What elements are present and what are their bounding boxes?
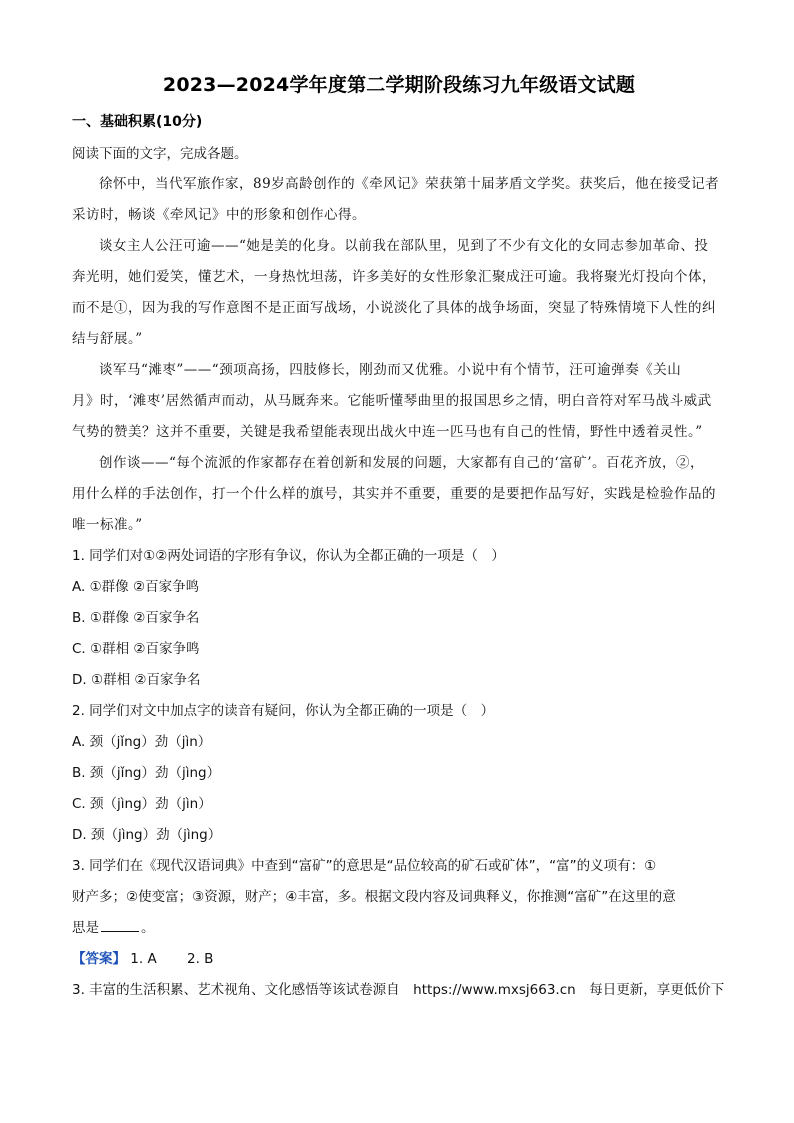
option-b[interactable]: B. 颈（jǐng）劲（jìng） [72, 765, 221, 781]
stem-end-text: 思是 [72, 920, 99, 936]
passage-paragraph-1 [72, 169, 726, 231]
passage-line: 创作谈——“每个流派的作家都存在着创新和发展的问题，大家都有自己的‘富矿’。百花齐放，②， [99, 455, 704, 471]
passage-line: 谈军马“滩枣”——“颈项高扬，四肢修长，刚劲而又优雅。小说中有个情节，汪可逾弹奏《关山 [99, 362, 682, 378]
passage-line: 月》时，‘滩枣’居然循声而动，从马厩奔来。它能听懂琴曲里的报国思乡之情，明白音符对军马战斗威武 [72, 393, 712, 409]
question-3 [72, 851, 726, 944]
passage-line: 徐怀中，当代军旅作家，89岁高龄创作的《牵风记》荣获第十届茅盾文学奖。获奖后，他在接受记者 [99, 176, 720, 192]
question-stem: 1. 同学们对①②两处词语的字形有争议，你认为全都正确的一项是（ ） [72, 548, 505, 564]
answer-item: 2. B [187, 951, 214, 967]
option-d[interactable]: D. ①群相 ②百家争名 [72, 672, 201, 688]
answer-item: 1. A [130, 951, 157, 967]
answer-row [72, 944, 726, 975]
passage-line: 用什么样的手法创作，打一个什么样的旗号，其实并不重要，重要的是要把作品写好，实践是检验作品的 [72, 486, 716, 502]
passage-line: 谈女主人公汪可逾——“她是美的化身。以前我在部队里，见到了不少有文化的女同志参加革命、投 [99, 238, 709, 254]
passage-paragraph-3 [72, 355, 726, 448]
footer-line: 3. 丰富的生活积累、艺术视角、文化感悟等该试卷源自 https://www.mxsj663.cn 每日更新，享更低价下 [72, 982, 725, 998]
question-stem: 2. 同学们对文中加点字的读音有疑问，你认为全都正确的一项是（ ） [72, 703, 495, 719]
intro-text: 阅读下面的文字，完成各题。 [72, 146, 248, 162]
option-c[interactable]: C. ①群相 ②百家争鸣 [72, 641, 200, 657]
option-a[interactable]: A. ①群像 ②百家争鸣 [72, 579, 200, 595]
stem-end-punct: 。 [141, 920, 155, 936]
page-title: 2023—2024学年度第二学期阶段练习九年级语文试题 [162, 74, 636, 96]
option-a[interactable]: A. 颈（jǐng）劲（jìn） [72, 734, 212, 750]
passage [72, 169, 726, 541]
passage-line: 结与舒展。” [72, 331, 143, 347]
option-c[interactable]: C. 颈（jìng）劲（jìn） [72, 796, 212, 812]
question-stem-line: 3. 同学们在《现代汉语词典》中查到“富矿”的意思是“品位较高的矿石或矿体”，“富”的义项有：① [72, 858, 657, 874]
passage-line: 奔光明，她们爱笑，懂艺术，一身热忱坦荡，许多美好的女性形象汇聚成汪可逾。我将聚光灯投向个体， [72, 269, 716, 285]
passage-paragraph-2 [72, 231, 726, 355]
question-1 [72, 541, 726, 696]
question-2 [72, 696, 726, 851]
option-b[interactable]: B. ①群像 ②百家争名 [72, 610, 200, 626]
question-stem-end [72, 913, 726, 944]
passage-paragraph-4 [72, 448, 726, 541]
question-stem-line: 财产多；②使变富；③资源，财产；④丰富，多。根据文段内容及词典释义，你推测“富矿”在这里的意 [72, 889, 676, 905]
answer-label: 【答案】 [72, 951, 126, 967]
section-heading: 一、基础积累(10分) [72, 114, 203, 130]
passage-line: 采访时，畅谈《牵风记》中的形象和创作心得。 [72, 207, 366, 223]
answer-blank[interactable] [101, 917, 139, 932]
passage-line: 气势的赞美？这并不重要，关键是我希望能表现出战火中连一匹马也有自己的性情，野性中透着灵性。” [72, 424, 703, 440]
option-d[interactable]: D. 颈（jìng）劲（jìng） [72, 827, 222, 843]
passage-line: 而不是①，因为我的写作意图不是正面写战场，小说淡化了具体的战争场面，突显了特殊情境下人性的纠 [72, 300, 716, 316]
passage-line: 唯一标准。” [72, 517, 143, 533]
